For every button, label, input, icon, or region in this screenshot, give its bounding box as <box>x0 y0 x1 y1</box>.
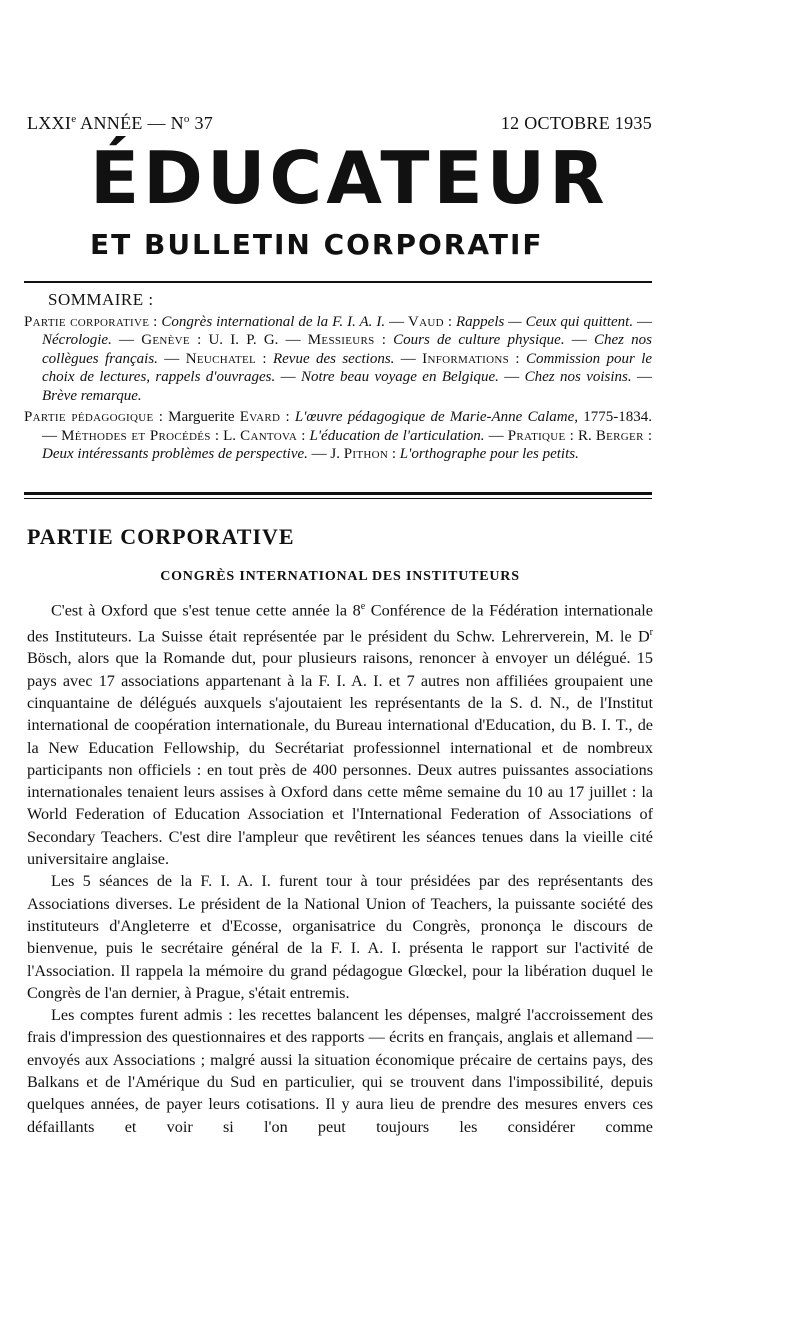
article-paragraph: C'est à Oxford que s'est tenue cette année la 8e Conférence de la Fédération internationale des Instituteurs. La Suisse était représentée par le président du Schw. Lehrerverein, M. le $D^r$ Bösch, alors que la Romande dut, pour plusieurs raisons, renoncer à envoyer un délégué. 15 pays avec 17 associations appartenant à la F. I. A. I. et 7 autres non affiliées groupaient une cinquantaine de délégués auxquels s'ajoutaient les représentants de la S. d. N., de l'Institut international de coopération internationale, du Bureau international d'Education, du B. I. T., de la New Education Fellowship, du Secrétariat professionnel international et de nombreux participants non officiels : en tout près de 400 personnes. Deux autres puissantes associations internationales tenaient leurs assises à Oxford dans cette même semaine du 10 au 17 juillet : la World Federation of Education Association et l'International Federation of Associations of Secondary Teachers. C'est dire l'ampleur que revêtirent les séances tenues dans la vieille cité universitaire anglaise. <box>27 601 653 869</box>
toc-entry-corporative <box>24 313 652 406</box>
toc-segment: — <box>111 332 142 348</box>
toc-segment: Brève remarque. <box>42 387 142 404</box>
toc-segment: Congrès international de la F. I. A. I. <box>161 313 386 330</box>
toc-segment: — <box>633 313 653 330</box>
article-paragraph: Les 5 séances de la F. I. A. I. furent tour à tour présidées par des représentants des Associations diverses. Le président de la National Union of Teachers, la puissante société des instituteurs d'Angleterre et d'Ecosse, organisatrice du Congrès, prononça le discours de bienvenue, puis le secrétaire général de la F. I. A. I. présenta le rapport sur l'activité de l'Association. Il rappela la mémoire du grand pédagogue Glœckel, pour la libération duquel le Congrès de l'an dernier, à Prague, s'était entremis. <box>27 872 653 1002</box>
toc-segment: Notre beau voyage en Belgique. <box>300 369 499 385</box>
toc-segment: : <box>374 332 394 348</box>
toc-segment: Nécrologie. <box>42 332 112 348</box>
toc-segment: Chez nos collègues français. <box>42 332 653 367</box>
toc-segment: : <box>280 409 295 425</box>
toc-segment: — <box>394 350 423 367</box>
toc-segment: Commission pour le choix de lectures, rappels d'ouvrages. <box>42 350 653 385</box>
toc-segment: — <box>157 350 186 367</box>
toc-segment: : <box>643 427 653 444</box>
toc-segment: Genève <box>141 332 190 348</box>
toc-segment: : R. <box>565 427 596 444</box>
toc-section-label: Partie corporative <box>24 313 150 330</box>
table-of-contents <box>24 291 652 467</box>
article-body <box>27 596 653 1138</box>
toc-section-label: Partie pédagogique <box>24 409 154 425</box>
toc-segment: Vaud <box>408 313 444 330</box>
sommaire-title: SOMMAIRE : <box>48 290 154 309</box>
issue-number: LXXIe ANNÉE — $N^o$ 37 <box>27 113 214 133</box>
toc-segment: : <box>149 313 162 330</box>
toc-segment: : U. I. P. G. — <box>189 332 308 348</box>
toc-segment: : L. <box>210 427 241 444</box>
section-rule-thin <box>24 498 652 499</box>
article-title: CONGRÈS INTERNATIONAL DES INSTITUTEURS <box>160 569 520 584</box>
section-title: PARTIE CORPORATIVE <box>27 524 295 549</box>
section-rule-thick <box>24 492 652 495</box>
toc-segment: Cours de culture physique. <box>393 332 565 348</box>
toc-segment: Pratique <box>507 427 566 444</box>
toc-segment: : <box>388 446 400 462</box>
article-paragraph: Les comptes furent admis : les recettes balancent les dépenses, malgré l'accroissement des frais d'impression des questionnaires et des rapports — écrits en français, anglais et allemand — envoyés aux Associations ; malgré aussi la situation économique précaire de certains pays, des Balkans et de l'Amérique du Sud en particulier, qui se trouvent dans l'impossibilité, depuis quelques années, de payer leurs cotisations. Il y aura lieu de prendre des mesures envers ces défaillants et voir si l'on peut toujours les considérer comme <box>27 1006 653 1136</box>
masthead-subtitle: ET BULLETIN CORPORATIF <box>90 228 544 261</box>
toc-entry-pedagogique <box>24 408 652 464</box>
toc-segment: : <box>297 427 310 444</box>
issue-date: 12 OCTOBRE 1935 <box>500 113 652 133</box>
toc-segment: 1775-1834. — <box>42 409 652 444</box>
toc-segment: L'orthographe pour les petits. <box>399 446 579 462</box>
toc-segment: — <box>631 369 653 385</box>
toc-segment: Cantova <box>240 427 298 444</box>
toc-segment: Revue des sections. <box>272 350 395 367</box>
toc-segment: Neuchatel <box>185 350 257 367</box>
toc-segment: — <box>275 369 301 385</box>
toc-segment: Pithon <box>343 446 389 462</box>
toc-segment: : <box>443 313 457 330</box>
header-rule <box>24 281 652 283</box>
toc-segment: : Marguerite <box>153 409 240 425</box>
toc-segment: Rappels — Ceux qui quittent. <box>456 313 634 330</box>
toc-segment: — <box>564 332 594 348</box>
toc-segment: : <box>256 350 273 367</box>
toc-segment: — J. <box>307 446 344 462</box>
toc-segment: — <box>484 427 508 444</box>
toc-segment: — <box>385 313 409 330</box>
toc-segment: Messieurs <box>307 332 375 348</box>
toc-segment: Chez nos voisins. <box>524 369 632 385</box>
toc-segment: Informations <box>422 350 510 367</box>
toc-segment: L'œuvre pédagogique de Marie-Anne Calame, <box>294 409 578 425</box>
masthead-title: ÉDUCATEUR <box>90 136 609 220</box>
toc-segment: Evard <box>239 409 281 425</box>
toc-segment: Berger <box>595 427 644 444</box>
toc-segment: L'éducation de l'articulation. <box>309 427 485 444</box>
toc-segment: — <box>498 369 525 385</box>
toc-segment: Méthodes et Procédés <box>61 427 211 444</box>
toc-segment: : <box>509 350 526 367</box>
toc-segment: Deux intéressants problèmes de perspective. <box>42 446 308 462</box>
